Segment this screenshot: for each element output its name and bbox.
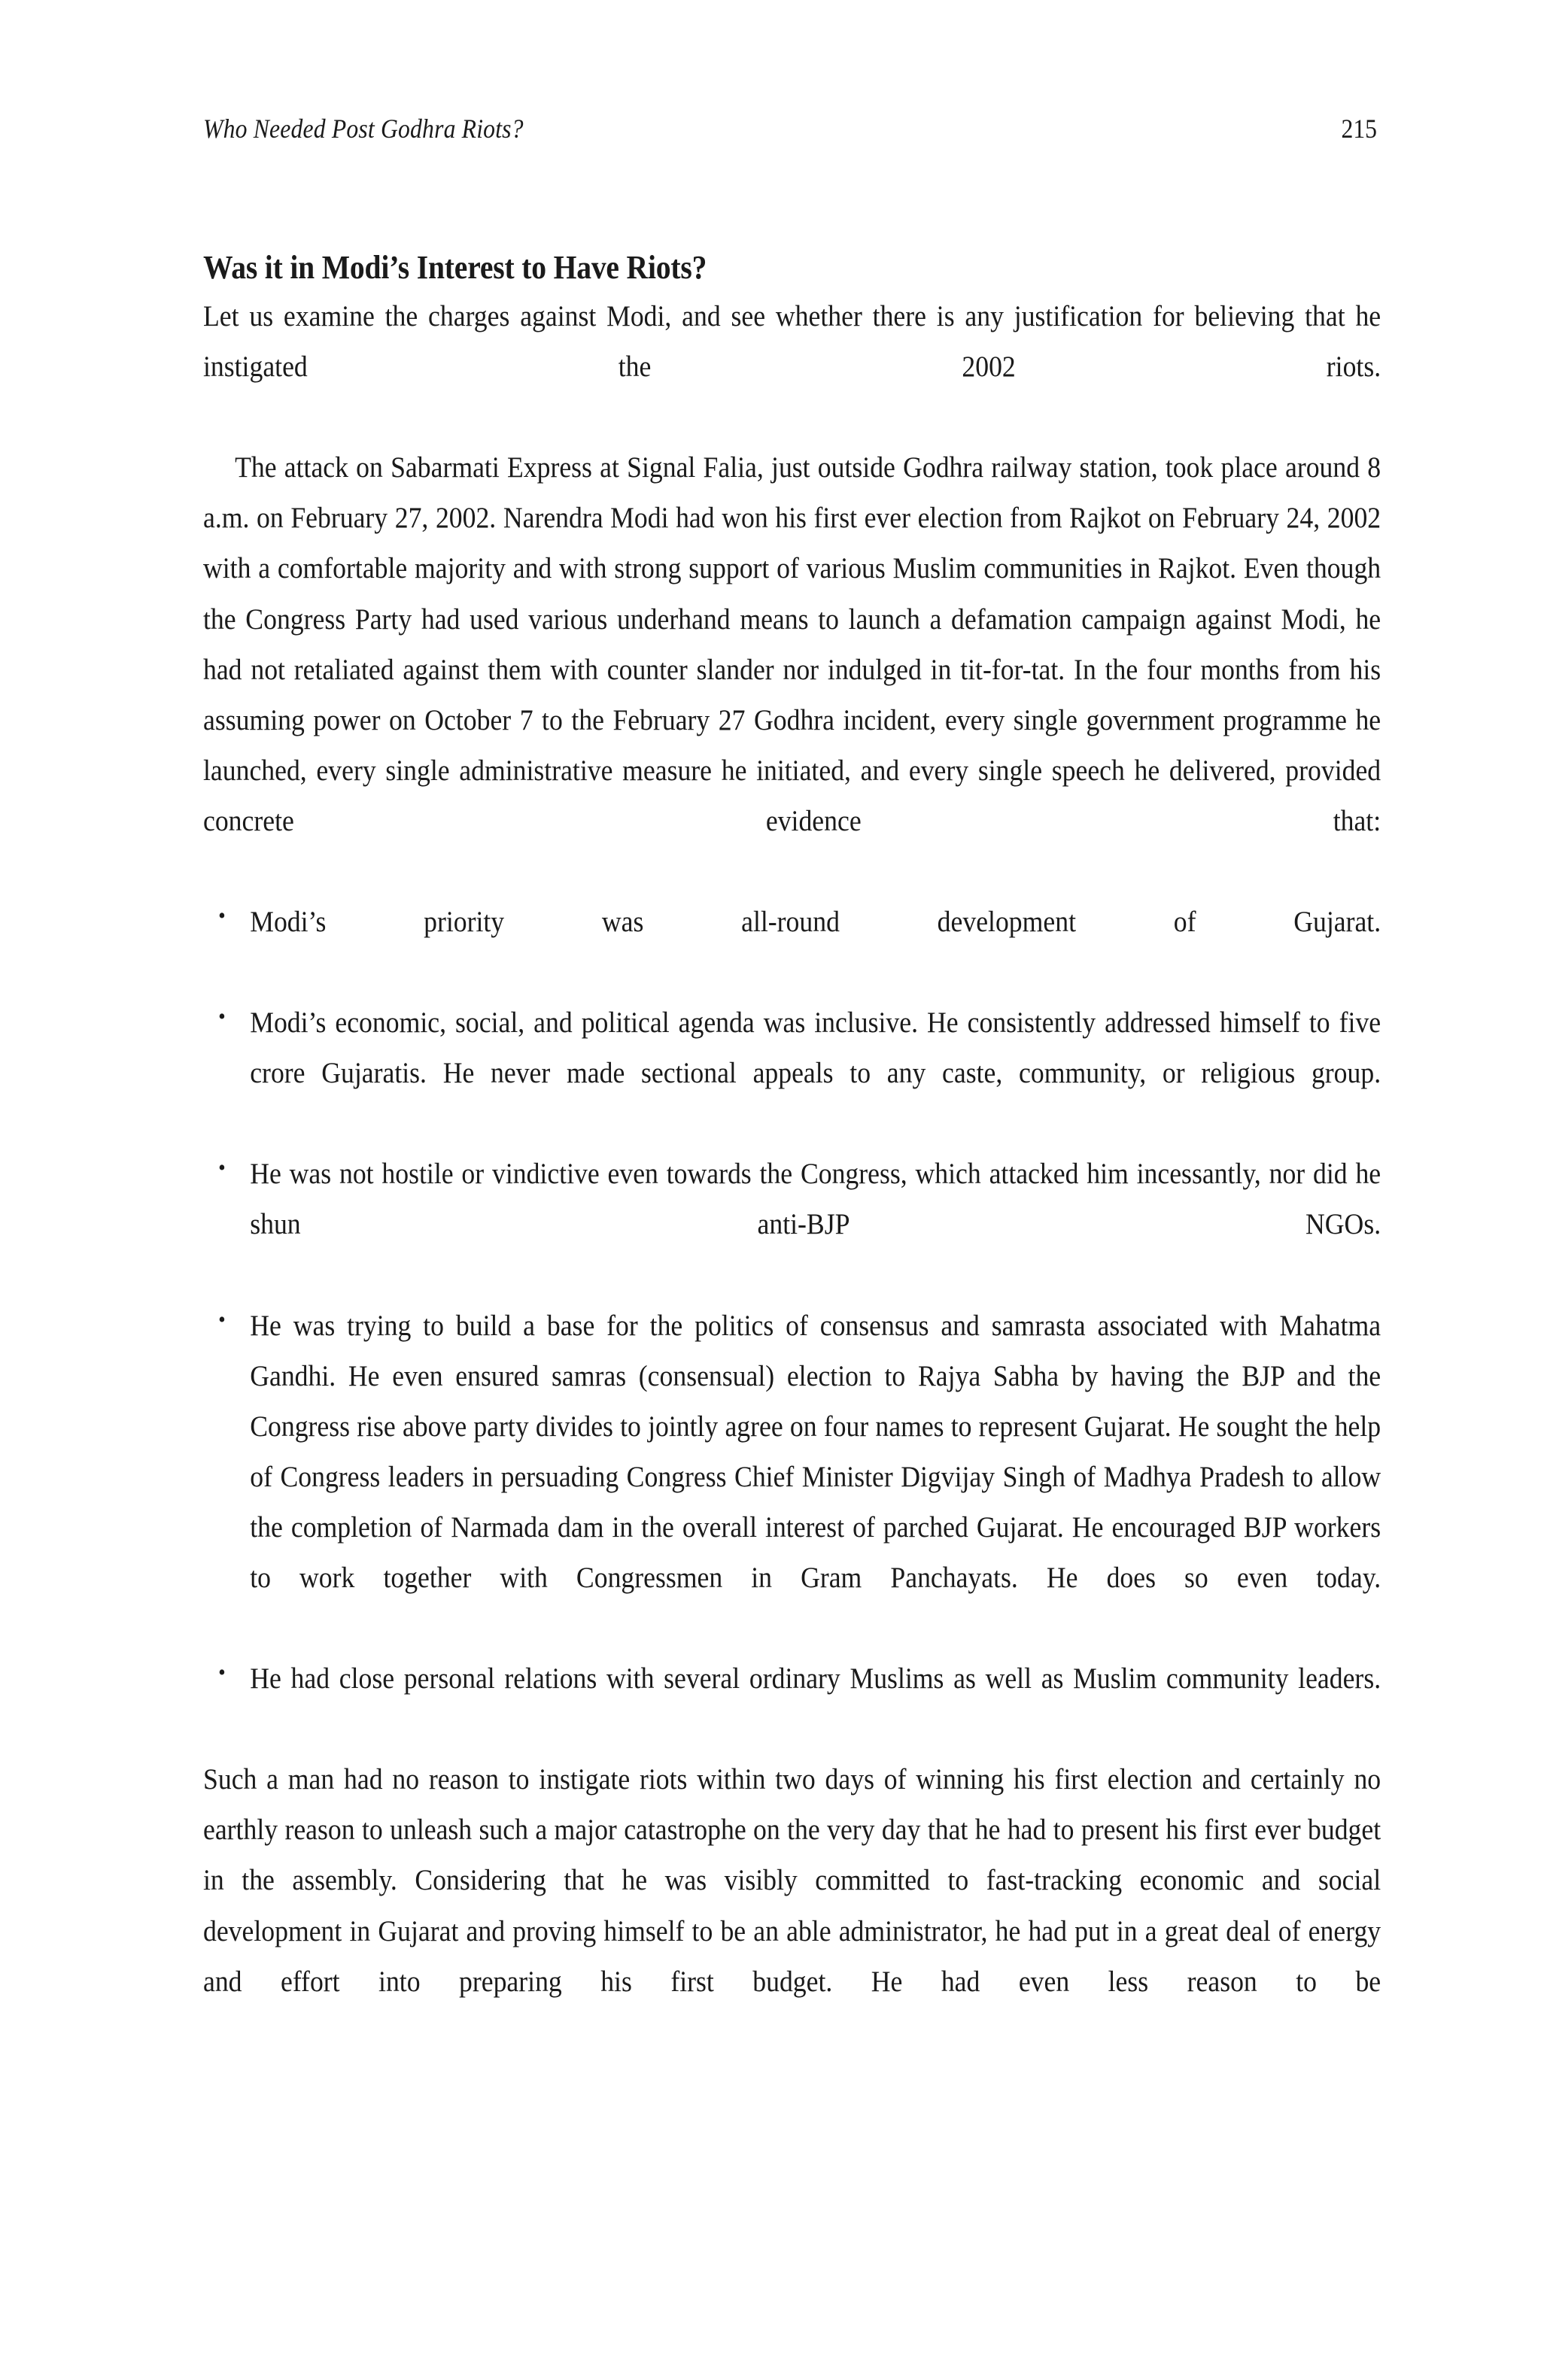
list-item [203, 1149, 1381, 1300]
list-item-text: He was trying to build a base for the politics of consensus and samrasta associated with Mahatma Gandhi. He even ensured samras (consensual) election to Rajya Sabha by having the BJP and the Congress rise above party divides to jointly agree on four names to represent Gujarat. He sought the help of Congress leaders in persuading Congress Chief Minister Digvijay Singh of Madhya Pradesh to allow the completion of Narmada dam in the overall interest of parched Gujarat. He encouraged BJP workers to work together with Congressmen in Gram Panchayats. He does so even today. [250, 1309, 1381, 1594]
list-item [203, 1653, 1381, 1754]
bullet-icon: • [218, 1155, 226, 1181]
bullet-icon: • [218, 1004, 226, 1030]
bullet-icon: • [218, 1307, 226, 1332]
paragraph-2: The attack on Sabarmati Express at Signal Falia, just outside Godhra railway station, took place around 8 a.m. on February 27, 2002. Narendra Modi had won his first ever election from Rajkot on February 24, 2002 with a comfortable majority and with strong support of various Muslim communities in Rajkot. Even though the Congress Party had used various underhand means to launch a defamation campaign against Modi, he had not retaliated against them with counter slander nor indulged in tit-for-tat. In the four months from his assuming power on October 7 to the February 27 Godhra incident, every single government programme he launched, every single administrative measure he initiated, and every single speech he delivered, provided concrete evidence that: [203, 451, 1381, 837]
list-item-text: He had close personal relations with several ordinary Muslims as well as Muslim community leaders. [250, 1662, 1381, 1695]
list-item-text: Modi’s economic, social, and political agenda was inclusive. He consistently addressed himself to five crore Gujaratis. He never made sectional appeals to any caste, community, or religious group. [250, 1006, 1381, 1090]
bullet-icon: • [218, 903, 226, 928]
list-item [203, 897, 1381, 997]
list-item [203, 997, 1381, 1149]
list-item-text: He was not hostile or vindictive even towards the Congress, which attacked him incessantly, nor did he shun anti-BJP NGOs. [250, 1158, 1381, 1241]
bullet-icon: • [218, 1660, 226, 1686]
running-head [203, 113, 1377, 144]
list-item-text: Modi’s priority was all-round development of Gujarat. [250, 905, 1381, 938]
running-head-title: Who Needed Post Godhra Riots? [203, 114, 524, 144]
paragraph-3: Such a man had no reason to instigate riots within two days of winning his first election and certainly no earthly reason to unleash such a major catastrophe on the very day that he had to present his first ever budget in the assembly. Considering that he was visibly committed to fast-tracking economic and social development in Gujarat and proving himself to be an able administrator, he had put in a great deal of energy and effort into preparing his first budget. He had even less reason to be [203, 1763, 1381, 1998]
page-number: 215 [1341, 114, 1377, 144]
section-heading: Was it in Modi’s Interest to Have Riots? [203, 249, 707, 286]
page-content [203, 248, 1381, 2057]
list-item [203, 1301, 1381, 1654]
paragraph-1: Let us examine the charges against Modi, and see whether there is any justification for believing that he instigated the 2002 riots. [203, 300, 1381, 384]
evidence-bullet-list [203, 897, 1381, 1754]
